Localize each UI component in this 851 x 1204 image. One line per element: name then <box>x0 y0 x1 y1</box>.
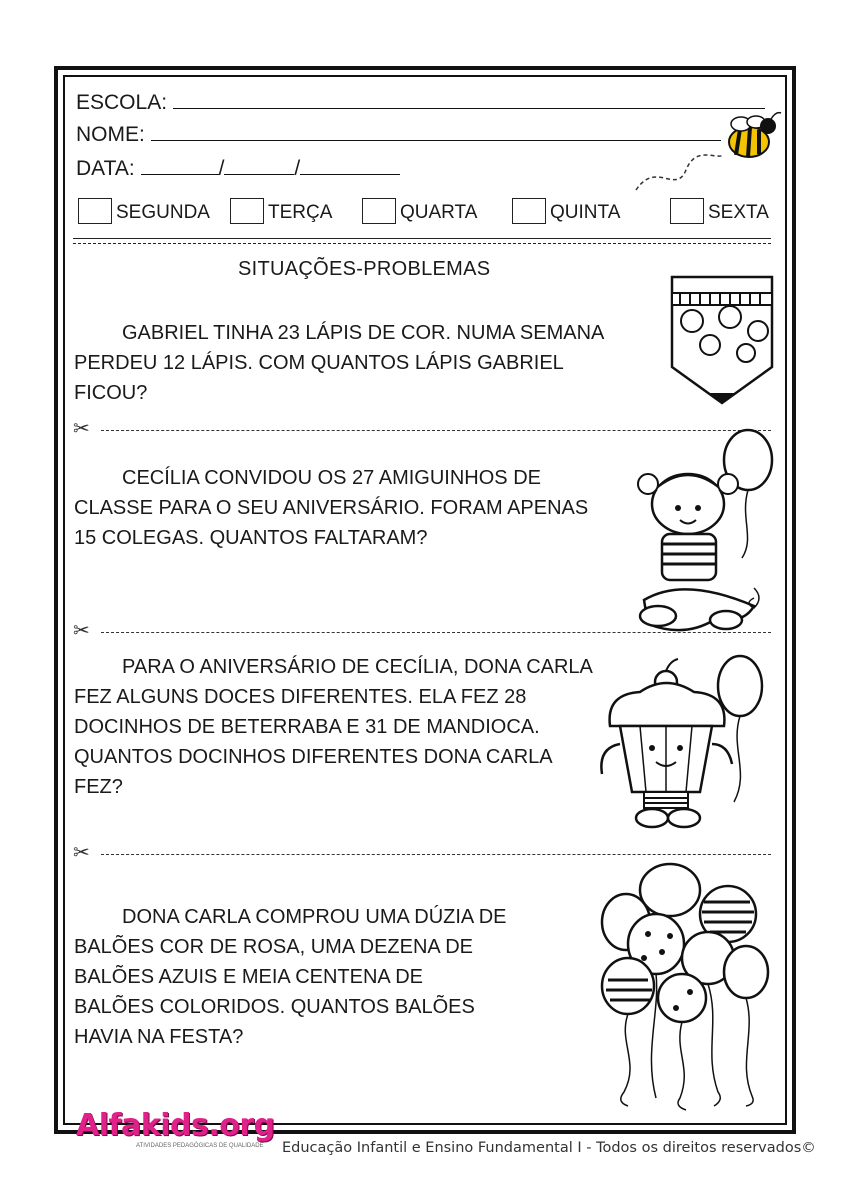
problem-line: GABRIEL TINHA 23 LÁPIS DE COR. NUMA SEMANA <box>122 322 605 344</box>
weekday-sexta[interactable] <box>670 198 769 224</box>
problem-line: PARA O ANIVERSÁRIO DE CECÍLIA, DONA CARLA <box>122 656 593 678</box>
data-row <box>76 154 400 182</box>
checkbox[interactable] <box>230 198 264 224</box>
problem-line: QUANTOS DOCINHOS DIFERENTES DONA CARLA <box>74 746 553 768</box>
cut-line-2 <box>73 620 771 642</box>
problem-line: DOCINHOS DE BETERRABA E 31 DE MANDIOCA. <box>74 716 540 738</box>
alfakids-logo[interactable]: Alfakids.org <box>76 1108 275 1143</box>
problem-line: BALÕES COLORIDOS. QUANTOS BALÕES <box>74 996 475 1018</box>
day-field[interactable] <box>141 154 219 175</box>
problem-line: HAVIA NA FESTA? <box>74 1026 244 1048</box>
weekday-label: QUINTA <box>550 202 621 223</box>
pencil-icon <box>670 275 774 405</box>
problem-line: FEZ? <box>74 776 123 798</box>
date-sep-1: / <box>218 157 225 180</box>
weekday-label: SEGUNDA <box>116 202 210 223</box>
weekday-segunda[interactable] <box>78 198 210 224</box>
year-field[interactable] <box>300 154 400 175</box>
problem-line: FICOU? <box>74 382 148 404</box>
problem-line: CECÍLIA CONVIDOU OS 27 AMIGUINHOS DE <box>122 467 541 489</box>
weekday-label: SEXTA <box>708 202 769 223</box>
weekday-quarta[interactable] <box>362 198 477 224</box>
problem-line: DONA CARLA COMPROU UMA DÚZIA DE <box>122 906 507 928</box>
problem-line: BALÕES COR DE ROSA, UMA DEZENA DE <box>74 936 473 958</box>
girl-balloon-icon <box>630 428 780 634</box>
scissors-icon: ✂ <box>73 842 90 864</box>
bee-icon <box>616 100 786 200</box>
problem-4 <box>74 902 507 1052</box>
checkbox[interactable] <box>362 198 396 224</box>
data-label: DATA: <box>76 157 135 180</box>
header-divider-dashed <box>73 243 771 244</box>
problem-2 <box>74 463 588 553</box>
nome-label: NOME: <box>76 123 145 146</box>
weekday-checkboxes <box>78 198 778 230</box>
problem-line: FEZ ALGUNS DOCES DIFERENTES. ELA FEZ 28 <box>74 686 527 708</box>
checkbox[interactable] <box>670 198 704 224</box>
checkbox[interactable] <box>512 198 546 224</box>
header-divider <box>73 238 771 239</box>
weekday-label: TERÇA <box>268 202 333 223</box>
problem-line: CLASSE PARA O SEU ANIVERSÁRIO. FORAM APENAS <box>74 497 589 519</box>
problem-line: PERDEU 12 LÁPIS. COM QUANTOS LÁPIS GABRIEL <box>74 352 564 374</box>
date-sep-2: / <box>294 157 301 180</box>
balloons-bunch-icon <box>600 862 772 1116</box>
problem-line: 15 COLEGAS. QUANTOS FALTARAM? <box>74 527 428 549</box>
weekday-label: QUARTA <box>400 202 478 223</box>
scissors-icon: ✂ <box>73 620 90 642</box>
checkbox[interactable] <box>78 198 112 224</box>
month-field[interactable] <box>224 154 294 175</box>
weekday-quinta[interactable] <box>512 198 620 224</box>
logo-tagline: ATIVIDADES PEDAGÓGICAS DE QUALIDADE <box>136 1143 264 1149</box>
weekday-terca[interactable] <box>230 198 332 224</box>
cupcake-balloon-icon <box>594 652 774 834</box>
escola-label: ESCOLA: <box>76 91 168 114</box>
problem-3 <box>74 652 593 802</box>
scissors-icon: ✂ <box>73 418 90 440</box>
problem-line: BALÕES AZUIS E MEIA CENTENA DE <box>74 966 423 988</box>
page-title: SITUAÇÕES-PROBLEMAS <box>238 258 491 280</box>
problem-1 <box>74 318 604 408</box>
copyright-text: Educação Infantil e Ensino Fundamental I - Todos os direitos reservados© <box>282 1140 816 1156</box>
